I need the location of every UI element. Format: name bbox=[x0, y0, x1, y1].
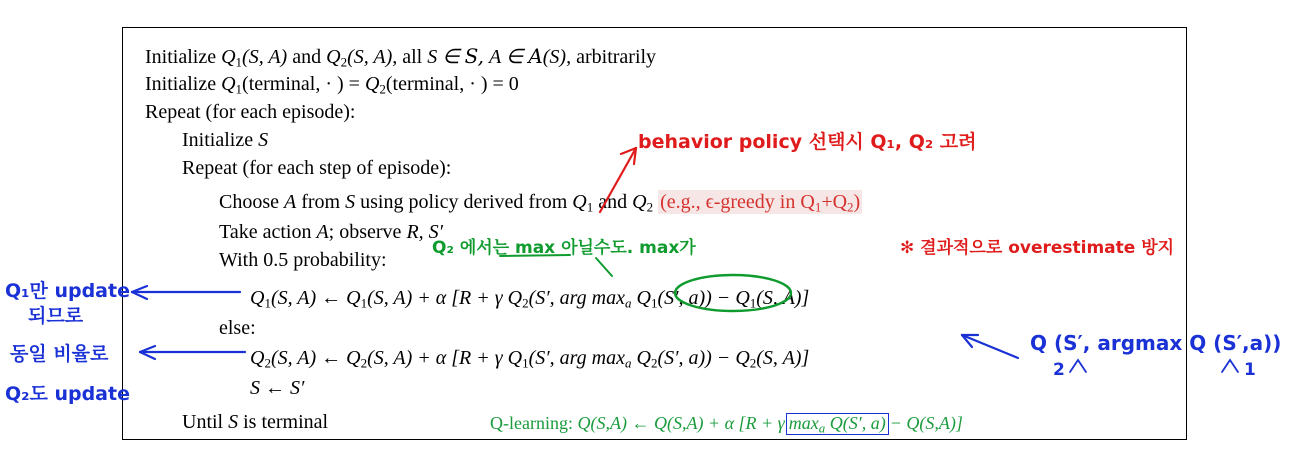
qlearning-note-label: Q-learning: bbox=[490, 413, 573, 433]
algo-line-11-q2b: Q bbox=[346, 347, 361, 369]
algo-line-13-until: Until bbox=[182, 411, 224, 433]
algo-line-9-q2: Q bbox=[507, 287, 523, 309]
algo-line-11-q2b-sub: 2 bbox=[360, 355, 368, 371]
annotation-q-argmax: Q (S′, argmax Q (S′,a)) bbox=[1030, 331, 1282, 355]
algo-line-6-and: and bbox=[598, 191, 628, 213]
algo-line-2-terminal-1: (terminal, · ) = bbox=[242, 73, 360, 95]
algo-line-9-q1c-sub: 1 bbox=[749, 295, 757, 311]
algo-line-1-q1-args: (S, A) bbox=[242, 46, 288, 68]
algo-line-1-cal-a-args: (S), bbox=[542, 46, 572, 68]
qlearning-max-box bbox=[786, 413, 889, 435]
algo-line-11-q2c: Q bbox=[735, 347, 750, 369]
algo-line-9-inner-args: (S′, a)) − bbox=[657, 287, 731, 309]
algo-line-13 bbox=[182, 412, 328, 432]
algo-line-1-cal-a: A bbox=[528, 44, 543, 68]
algo-line-2-q2-sub: 2 bbox=[379, 81, 386, 97]
algo-line-6-comment-mid: +Q bbox=[821, 191, 848, 213]
algo-line-11-q1-sub: 1 bbox=[522, 355, 529, 371]
algo-line-9-tail: (S, A)] bbox=[756, 287, 810, 309]
algo-line-11-args1: (S, A) bbox=[270, 347, 317, 369]
algo-line-1-and: and bbox=[292, 46, 322, 68]
algo-line-11-inner: Q bbox=[636, 347, 651, 369]
annotation-same-ratio: 동일 비율로 bbox=[10, 343, 109, 365]
algo-line-7 bbox=[219, 222, 443, 242]
algo-line-6-choose: Choose bbox=[219, 191, 279, 213]
algo-line-11-q2-sub: 2 bbox=[264, 355, 271, 371]
algo-line-11-q2: Q bbox=[250, 347, 265, 369]
algo-line-11-args2: (S, A) + α [R + γ bbox=[367, 347, 503, 369]
algo-line-2-init: Initialize bbox=[145, 73, 217, 95]
algo-line-2 bbox=[145, 74, 519, 95]
qlearning-note-body-a: Q(S,A) ← Q(S,A) + α [R + γ bbox=[577, 413, 785, 433]
algo-line-1-q2-args: (S, A), bbox=[347, 46, 398, 68]
algo-line-2-terminal-2: (terminal, · ) = 0 bbox=[385, 73, 519, 95]
algo-line-10: else: bbox=[219, 317, 256, 339]
algo-line-6-s: S bbox=[345, 191, 356, 213]
algo-line-13-s: S bbox=[228, 411, 239, 433]
algo-line-9-arrow: ← bbox=[321, 287, 342, 309]
annotation-index-1: 1 bbox=[1244, 360, 1256, 380]
algo-line-6-q1: Q bbox=[572, 191, 587, 213]
annotation-overestimate: ✻ 결과적으로 overestimate 방지 bbox=[900, 238, 1175, 258]
algo-line-6-a: A bbox=[284, 191, 297, 213]
algo-line-6-comment-end: ) bbox=[853, 191, 861, 213]
algo-line-6-using: using policy derived from bbox=[360, 191, 568, 213]
algo-line-6-q2: Q bbox=[632, 191, 647, 213]
algo-line-11-q2c-sub: 2 bbox=[749, 355, 757, 371]
algo-line-9-max-sub: a bbox=[625, 295, 632, 311]
algo-line-6-comment-a: (e.g., ϵ-greedy in Q bbox=[660, 191, 815, 213]
algo-line-9 bbox=[250, 288, 809, 309]
algo-line-2-q2: Q bbox=[364, 73, 380, 95]
algo-line-9-q2-sub: 2 bbox=[522, 295, 529, 311]
algo-line-12: S ← S′ bbox=[250, 377, 305, 399]
algo-line-11-args3: (S′, arg max bbox=[528, 347, 625, 369]
algo-line-9-q1-sub: 1 bbox=[264, 295, 271, 311]
algo-line-1-q1-sub: 1 bbox=[235, 54, 243, 70]
algo-line-6-q1-sub: 1 bbox=[586, 199, 594, 215]
algo-line-11-arrow: ← bbox=[321, 347, 342, 369]
qlearning-note bbox=[490, 413, 963, 435]
algo-line-6-comment-sub1: 1 bbox=[814, 199, 822, 215]
algo-line-1-s-in: S ∈ bbox=[427, 46, 460, 68]
qlearning-max-rest: Q(S′, a) bbox=[829, 413, 886, 433]
algo-line-4-init: Initialize bbox=[182, 129, 254, 151]
annotation-index-2: 2 bbox=[1053, 360, 1065, 380]
algo-line-4 bbox=[182, 130, 268, 150]
qlearning-note-body-b: − Q(S,A)] bbox=[889, 413, 963, 433]
qlearning-max-sub: a bbox=[818, 420, 826, 436]
algo-line-8: With 0.5 probability: bbox=[219, 249, 387, 271]
algo-line-9-args2: (S, A) + α [R + γ bbox=[367, 287, 503, 309]
algo-line-1-arbitrarily: arbitrarily bbox=[576, 46, 657, 68]
algo-line-4-s: S bbox=[258, 129, 269, 151]
algo-line-9-inner-sub: 1 bbox=[650, 295, 658, 311]
algo-line-6-from: from bbox=[301, 191, 341, 213]
annotation-q2-update: Q₂도 update bbox=[5, 383, 130, 405]
algo-line-7-take: Take action bbox=[219, 221, 312, 243]
algo-line-11-q1: Q bbox=[507, 347, 523, 369]
algo-line-7-a: A bbox=[316, 221, 329, 243]
algo-line-1 bbox=[145, 46, 656, 68]
algo-line-11 bbox=[250, 348, 809, 369]
algo-line-1-all: all bbox=[402, 46, 423, 68]
annotation-q2-max: Q₂ 에서는 max 아닐수도. max가 bbox=[432, 238, 696, 258]
algo-line-1-init: Initialize bbox=[145, 46, 217, 68]
algo-line-6-q2-sub: 2 bbox=[646, 199, 654, 215]
algo-line-5: Repeat (for each step of episode): bbox=[182, 157, 452, 179]
algo-line-11-inner-sub: 2 bbox=[650, 355, 658, 371]
algo-line-11-tail: (S, A)] bbox=[756, 347, 810, 369]
annotation-doemeuro: 되므로 bbox=[28, 305, 84, 327]
algo-line-6-comment-sub2: 2 bbox=[847, 199, 854, 215]
algo-line-9-q1b: Q bbox=[346, 287, 361, 309]
algo-line-2-q1: Q bbox=[221, 73, 236, 95]
algo-line-13-terminal: is terminal bbox=[243, 411, 329, 433]
algo-line-9-q1: Q bbox=[250, 287, 265, 309]
algo-line-9-inner: Q bbox=[636, 287, 651, 309]
algo-line-7-r-sprime: R, S′ bbox=[406, 221, 444, 243]
algo-line-1-a-in: A ∈ bbox=[489, 46, 524, 68]
annotation-behavior-policy: behavior policy 선택시 Q₁, Q₂ 고려 bbox=[638, 131, 977, 153]
algo-line-11-inner-args: (S′, a)) − bbox=[657, 347, 731, 369]
algo-line-1-q2-sub: 2 bbox=[340, 54, 348, 70]
qlearning-max: max bbox=[788, 413, 819, 433]
algo-line-1-q1: Q bbox=[221, 46, 236, 68]
algo-line-6-comment bbox=[658, 190, 862, 214]
algo-line-6 bbox=[219, 192, 862, 213]
algo-line-11-max-sub: a bbox=[625, 355, 632, 371]
algo-line-1-q2: Q bbox=[326, 46, 341, 68]
algo-line-1-cal-s: S, bbox=[464, 44, 485, 68]
annotation-q1-update: Q₁만 update bbox=[5, 280, 130, 302]
algo-line-7-observe: ; observe bbox=[328, 221, 402, 243]
algo-line-9-args3: (S′, arg max bbox=[528, 287, 625, 309]
algo-line-9-q1b-sub: 1 bbox=[360, 295, 368, 311]
algo-line-9-q1c: Q bbox=[735, 287, 750, 309]
algo-line-2-q1-sub: 1 bbox=[235, 81, 243, 97]
algo-line-3: Repeat (for each episode): bbox=[145, 101, 356, 123]
algo-line-9-args1: (S, A) bbox=[270, 287, 317, 309]
